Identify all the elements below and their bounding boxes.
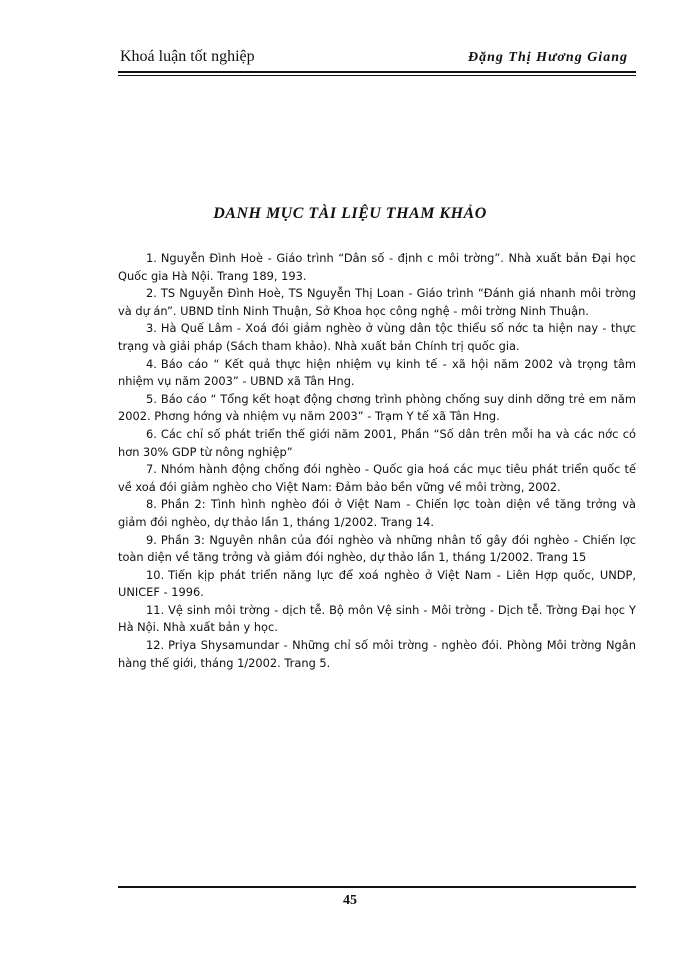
reference-text: Các chỉ số phát triển thế giới năm 2001, Phần “Số dân trên mỗi ha và các nớc có hơn 30% GDP từ nông nghiệp” — [118, 426, 636, 459]
reference-item — [118, 320, 636, 355]
reference-item — [118, 567, 636, 602]
reference-item — [118, 426, 636, 461]
reference-number: 11. — [146, 602, 165, 617]
reference-text: Phần 3: Nguyên nhân của đói nghèo và những nhân tố gây đói nghèo - Chiến lợc toàn diện về tăng trởng và giảm đói nghèo, dự thảo lần 1, tháng 1/2002. Trang 15 — [118, 532, 636, 565]
reference-text: Phần 2: Tình hình nghèo đói ở Việt Nam - Chiến lợc toàn diện về tăng trởng và giảm đói nghèo, dự thảo lần 1, tháng 1/2002. Trang 14. — [118, 497, 636, 529]
header-divider — [118, 71, 636, 76]
reference-item — [118, 461, 636, 496]
reference-number: 4. — [146, 356, 157, 371]
reference-item — [118, 285, 636, 320]
reference-text: Vệ sinh môi trờng - dịch tễ. Bộ môn Vệ sinh - Môi trờng - Dịch tễ. Trờng Đại học Y Hà Nội. Nhà xuất bản y học. — [118, 602, 636, 635]
reference-item — [118, 391, 636, 426]
reference-text: Nhóm hành động chống đói nghèo - Quốc gia hoá các mục tiêu phát triển quốc tế về xoá đói giảm nghèo cho Việt Nam: Đảm bảo bền vững về môi trờng, 2002. — [118, 462, 636, 494]
reference-item — [118, 496, 636, 531]
reference-text: Báo cáo “ Kết quả thực hiện nhiệm vụ kinh tế - xã hội năm 2002 và trọng tâm nhiệm vụ năm 2003” - UBND xã Tân Hng. — [118, 356, 636, 389]
page-number: 45 — [343, 893, 357, 908]
reference-text: Tiến kịp phát triển năng lực để xoá nghèo ở Việt Nam - Liên Hợp quốc, UNDP, UNICEF - 1996. — [118, 567, 636, 600]
page-title: DANH MỤC TÀI LIỆU THAM KHẢO — [213, 205, 487, 222]
reference-number: 1. — [146, 251, 157, 265]
reference-item — [118, 532, 636, 567]
reference-item — [118, 250, 636, 285]
reference-text: Priya Shysamundar - Những chỉ số môi trờng - nghèo đói. Phòng Môi trờng Ngân hàng thế giới, tháng 1/2002. Trang 5. — [118, 638, 636, 670]
reference-item — [118, 602, 636, 637]
reference-number: 8. — [146, 497, 157, 512]
header-thesis-label: Khoá luận tốt nghiệp — [120, 48, 255, 65]
reference-text: Báo cáo “ Tổng kết hoạt động chơng trình phòng chống suy dinh dỡng trẻ em năm 2002. Phơng hớng và nhiệm vụ năm 2003” - Trạm Y tế xã Tân Hng. — [118, 391, 636, 424]
reference-text: Hà Quế Lâm - Xoá đói giảm nghèo ở vùng dân tộc thiểu số nớc ta hiện nay - thực trạng và giải pháp (Sách tham khảo). Nhà xuất bản Chính trị quốc gia. — [118, 321, 636, 353]
header-author-name: Đặng Thị Hương Giang — [468, 50, 628, 65]
reference-number: 9. — [146, 532, 157, 547]
reference-number: 2. — [146, 286, 157, 301]
reference-number: 7. — [146, 462, 157, 477]
reference-number: 12. — [146, 638, 165, 653]
reference-number: 5. — [146, 391, 157, 406]
reference-list — [118, 250, 636, 672]
reference-item — [118, 356, 636, 391]
reference-item — [118, 637, 636, 672]
reference-number: 10. — [146, 567, 165, 582]
reference-text: Nguyễn Đình Hoè - Giáo trình “Dân số - định c môi trờng”. Nhà xuất bản Đại học Quốc gia Hà Nội. Trang 189, 193. — [118, 251, 636, 283]
reference-number: 3. — [146, 321, 157, 336]
reference-text: TS Nguyễn Đình Hoè, TS Nguyễn Thị Loan - Giáo trình “Đánh giá nhanh môi trờng và dự án”. UBND tỉnh Ninh Thuận, Sở Khoa học công nghệ - môi trờng Ninh Thuận. — [118, 286, 636, 318]
footer-divider — [118, 886, 636, 888]
reference-number: 6. — [146, 426, 157, 441]
